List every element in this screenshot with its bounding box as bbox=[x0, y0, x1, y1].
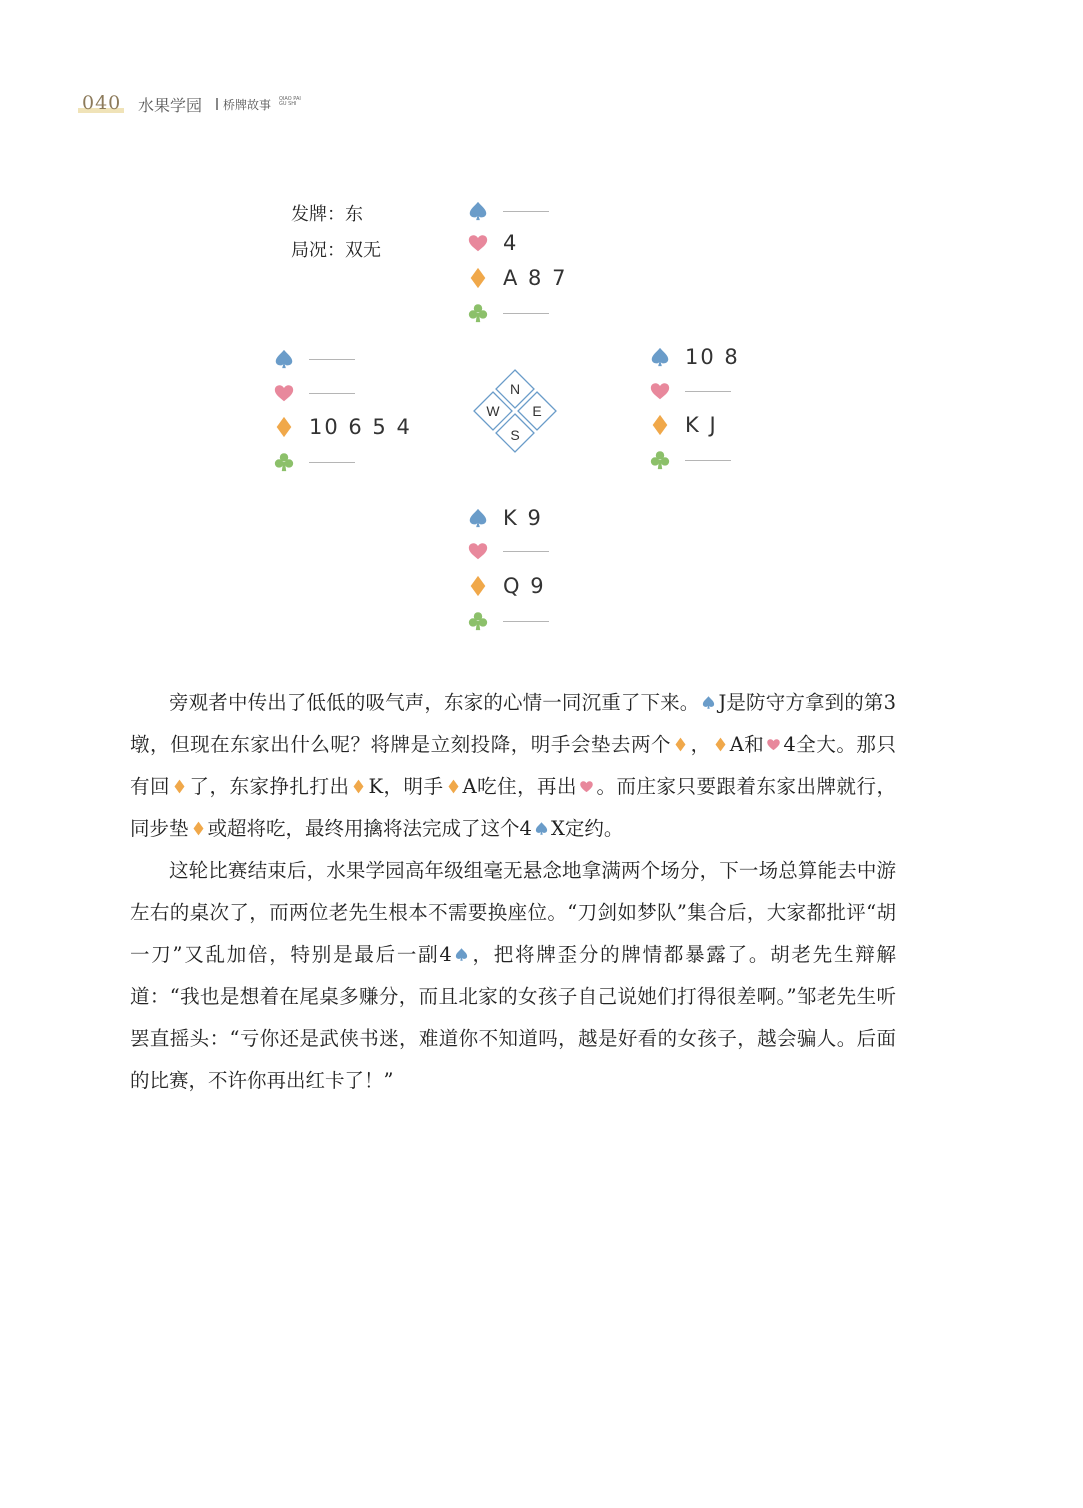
west-spades bbox=[273, 344, 355, 374]
spade-icon bbox=[467, 200, 489, 222]
compass-east-label: E bbox=[532, 403, 542, 419]
compass-diagram bbox=[470, 368, 560, 458]
heart-icon bbox=[273, 382, 295, 404]
card-ranks: A 8 7 bbox=[503, 266, 568, 290]
spade-icon bbox=[534, 821, 549, 836]
north-hearts bbox=[467, 228, 518, 258]
west-diamonds bbox=[273, 412, 412, 442]
club-icon bbox=[467, 610, 489, 632]
west-hearts bbox=[273, 378, 355, 408]
north-diamonds bbox=[467, 263, 567, 293]
card-ranks: 10 8 bbox=[685, 345, 740, 369]
north-clubs bbox=[467, 298, 549, 328]
west-clubs bbox=[273, 447, 355, 477]
north-spades bbox=[467, 196, 549, 226]
heart-icon bbox=[766, 737, 781, 752]
spade-icon bbox=[454, 947, 469, 962]
heart-icon bbox=[649, 380, 671, 402]
void-dash bbox=[503, 551, 549, 552]
south-spades bbox=[467, 503, 543, 533]
club-icon bbox=[467, 302, 489, 324]
void-dash bbox=[685, 460, 731, 461]
page-number: 040 bbox=[82, 92, 122, 114]
card-ranks: K J bbox=[685, 413, 718, 437]
void-dash bbox=[503, 211, 549, 212]
spade-icon bbox=[649, 346, 671, 368]
south-clubs bbox=[467, 606, 549, 636]
diamond-icon bbox=[649, 414, 671, 436]
heart-icon bbox=[467, 232, 489, 254]
card-ranks: 4 bbox=[503, 231, 519, 255]
book-subtitle-pinyin: QIAO PAI GU SHI bbox=[279, 96, 301, 107]
vulnerability-label: 局况：双无 bbox=[291, 240, 381, 261]
compass-north-label: N bbox=[509, 381, 521, 397]
diamond-icon bbox=[191, 821, 206, 836]
void-dash bbox=[503, 313, 549, 314]
book-subtitle: 桥牌故事 bbox=[223, 98, 272, 112]
void-dash bbox=[309, 359, 355, 360]
south-hearts bbox=[467, 536, 549, 566]
heart-icon bbox=[579, 779, 594, 794]
east-hearts bbox=[649, 376, 731, 406]
heart-icon bbox=[467, 540, 489, 562]
spade-icon bbox=[273, 348, 295, 370]
club-icon bbox=[273, 451, 295, 473]
header-separator bbox=[216, 98, 218, 110]
void-dash bbox=[685, 391, 731, 392]
spade-icon bbox=[467, 507, 489, 529]
south-diamonds bbox=[467, 571, 546, 601]
card-ranks: Q 9 bbox=[503, 574, 546, 598]
diamond-icon bbox=[172, 779, 187, 794]
void-dash bbox=[503, 621, 549, 622]
diamond-icon bbox=[673, 737, 688, 752]
paragraph-1: 旁观者中传出了低低的吸气声，东家的心情一同沉重了下来。 J是防守方拿到的第3墩，但现在东家出什么呢？将牌是立刻投降，明手会垫去两个 ， A和 4全大。那只有回 了，东家挣扎打出 K，明手 A吃住，再出 。而庄家只要跟着东家出牌就行，同步垫 或超将吃，最终用擒将法完成了这个4 X定约。 bbox=[130, 691, 896, 840]
compass-south-label: S bbox=[510, 427, 520, 443]
compass-west-label: W bbox=[486, 403, 500, 419]
body-text bbox=[130, 682, 896, 1102]
diamond-icon bbox=[446, 779, 461, 794]
dealer-label: 发牌：东 bbox=[291, 204, 363, 225]
club-icon bbox=[649, 449, 671, 471]
diamond-icon bbox=[467, 575, 489, 597]
diamond-icon bbox=[351, 779, 366, 794]
void-dash bbox=[309, 393, 355, 394]
diamond-icon bbox=[467, 267, 489, 289]
void-dash bbox=[309, 462, 355, 463]
card-ranks: K 9 bbox=[503, 506, 543, 530]
book-title: 水果学园 bbox=[138, 96, 203, 115]
card-ranks: 10 6 5 4 bbox=[309, 415, 412, 439]
east-diamonds bbox=[649, 410, 718, 440]
spade-icon bbox=[701, 695, 716, 710]
diamond-icon bbox=[713, 737, 728, 752]
diamond-icon bbox=[273, 416, 295, 438]
east-spades bbox=[649, 342, 740, 372]
east-clubs bbox=[649, 445, 731, 475]
paragraph-2: 这轮比赛结束后，水果学园高年级组毫无悬念地拿满两个场分，下一场总算能去中游左右的桌次了，而两位老先生根本不需要换座位。“刀剑如梦队”集合后，大家都批评“胡一刀”又乱加倍，特别是最后一副4 ，把将牌歪分的牌情都暴露了。胡老先生辩解道：“我也是想着在尾桌多赚分，而且北家的女孩子自己说她们打得很差啊。”邹老先生听罢直摇头：“亏你还是武侠书迷，难道你不知道吗，越是好看的女孩子，越会骗人。后面的比赛，不许你再出红卡了！” bbox=[130, 859, 896, 1092]
